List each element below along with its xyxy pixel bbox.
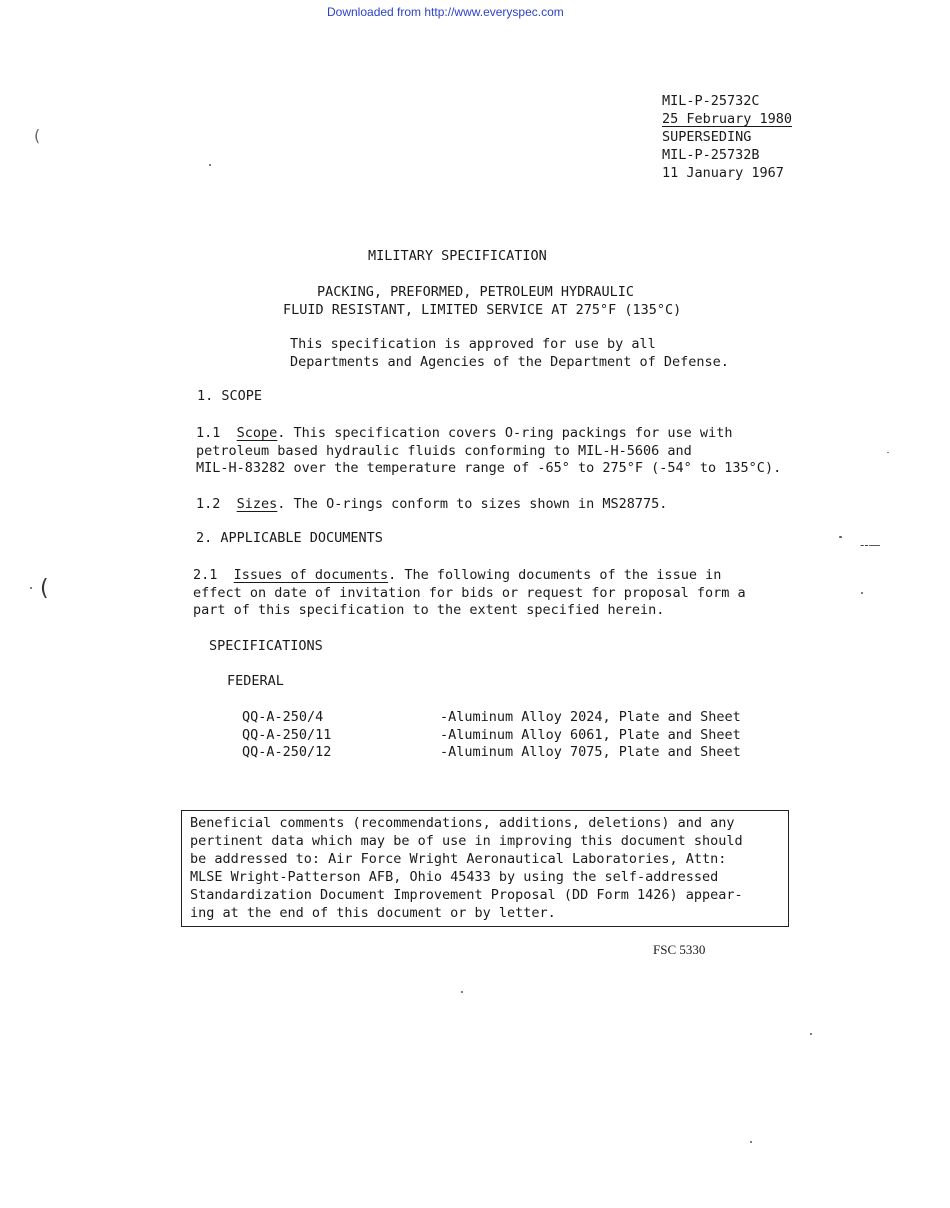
scan-speck <box>887 452 889 453</box>
scan-mark: -‐— <box>860 538 881 552</box>
paragraph-text: . The O-rings conform to sizes shown in MS28775. <box>277 496 668 512</box>
approval-statement <box>290 336 729 371</box>
scan-speck <box>839 536 842 538</box>
section-2-heading: 2. APPLICABLE DOCUMENTS <box>196 530 383 546</box>
paragraph-text: petroleum based hydraulic fluids conforming to MIL-H-5606 and <box>196 442 692 459</box>
scan-speck <box>209 164 211 166</box>
comments-line: be addressed to: Air Force Wright Aeronautical Laboratories, Attn: <box>190 851 727 867</box>
paragraph-number: 1.2 <box>196 496 221 512</box>
federal-documents-list <box>242 709 762 762</box>
comments-line: ing at the end of this document or by letter. <box>190 905 556 921</box>
document-number: QQ-A-250/12 <box>242 744 332 760</box>
document-header <box>662 92 792 182</box>
comments-line: pertinent data which may be of use in improving this document should <box>190 833 743 849</box>
comments-box <box>181 810 789 927</box>
specifications-label: SPECIFICATIONS <box>209 638 323 654</box>
scan-speck <box>861 592 863 594</box>
federal-label: FEDERAL <box>227 673 284 689</box>
paragraph-text: . The following documents of the issue in <box>388 567 722 583</box>
document-date: 25 February 1980 <box>662 111 793 127</box>
paragraph-title: Scope <box>236 425 278 441</box>
approval-line-1: This specification is approved for use by all <box>290 336 656 352</box>
document-description: -Aluminum Alloy 6061, Plate and Sheet <box>440 726 741 743</box>
paragraph-1-2 <box>196 496 667 514</box>
document-number: MIL-P-25732C <box>662 93 760 109</box>
list-item <box>242 709 762 727</box>
comments-line: Standardization Document Improvement Proposal (DD Form 1426) appear- <box>190 887 743 903</box>
scan-mark: ( <box>40 576 49 601</box>
paragraph-text: MIL-H-83282 over the temperature range of -65° to 275°F (-54° to 135°C). <box>196 460 782 476</box>
document-number: QQ-A-250/11 <box>242 726 332 743</box>
paragraph-text: part of this specification to the extent specified herein. <box>193 602 665 618</box>
scan-speck <box>30 587 32 589</box>
section-1-heading: 1. SCOPE <box>197 388 263 404</box>
list-item <box>242 744 762 762</box>
document-description: -Aluminum Alloy 2024, Plate and Sheet <box>440 709 741 725</box>
document-number: QQ-A-250/4 <box>242 709 324 725</box>
superseded-number: MIL-P-25732B <box>662 147 760 163</box>
comments-line: Beneficial comments (recommendations, additions, deletions) and any <box>190 815 735 831</box>
scan-speck <box>461 991 463 993</box>
superseding-label: SUPERSEDING <box>662 129 752 145</box>
paragraph-number: 1.1 <box>196 425 221 441</box>
comments-line: MLSE Wright-Patterson AFB, Ohio 45433 by using the self-addressed <box>190 869 719 885</box>
paragraph-title: Sizes <box>236 496 278 512</box>
scan-speck <box>750 1141 752 1143</box>
paragraph-2-1 <box>193 567 746 620</box>
spec-heading: MILITARY SPECIFICATION <box>368 248 547 264</box>
list-item <box>242 727 762 745</box>
paragraph-text: . This specification covers O-ring packings for use with <box>277 425 733 441</box>
paragraph-number: 2.1 <box>193 567 218 583</box>
approval-line-2: Departments and Agencies of the Department of Defense. <box>290 353 729 370</box>
scan-speck <box>810 1033 812 1035</box>
paragraph-text: effect on date of invitation for bids or request for proposal form a <box>193 584 746 601</box>
document-description: -Aluminum Alloy 7075, Plate and Sheet <box>440 744 741 760</box>
fsc-code: FSC 5330 <box>653 942 706 957</box>
paragraph-1-1 <box>196 425 781 478</box>
superseded-date: 11 January 1967 <box>662 165 784 181</box>
spec-title-line-2: FLUID RESISTANT, LIMITED SERVICE AT 275°F (135°C) <box>283 302 682 318</box>
scan-mark: ( <box>34 126 41 145</box>
spec-title-line-1: PACKING, PREFORMED, PETROLEUM HYDRAULIC <box>317 284 634 300</box>
paragraph-title: Issues of documents <box>233 567 389 583</box>
download-banner-link[interactable]: Downloaded from http://www.everyspec.com <box>327 5 564 19</box>
